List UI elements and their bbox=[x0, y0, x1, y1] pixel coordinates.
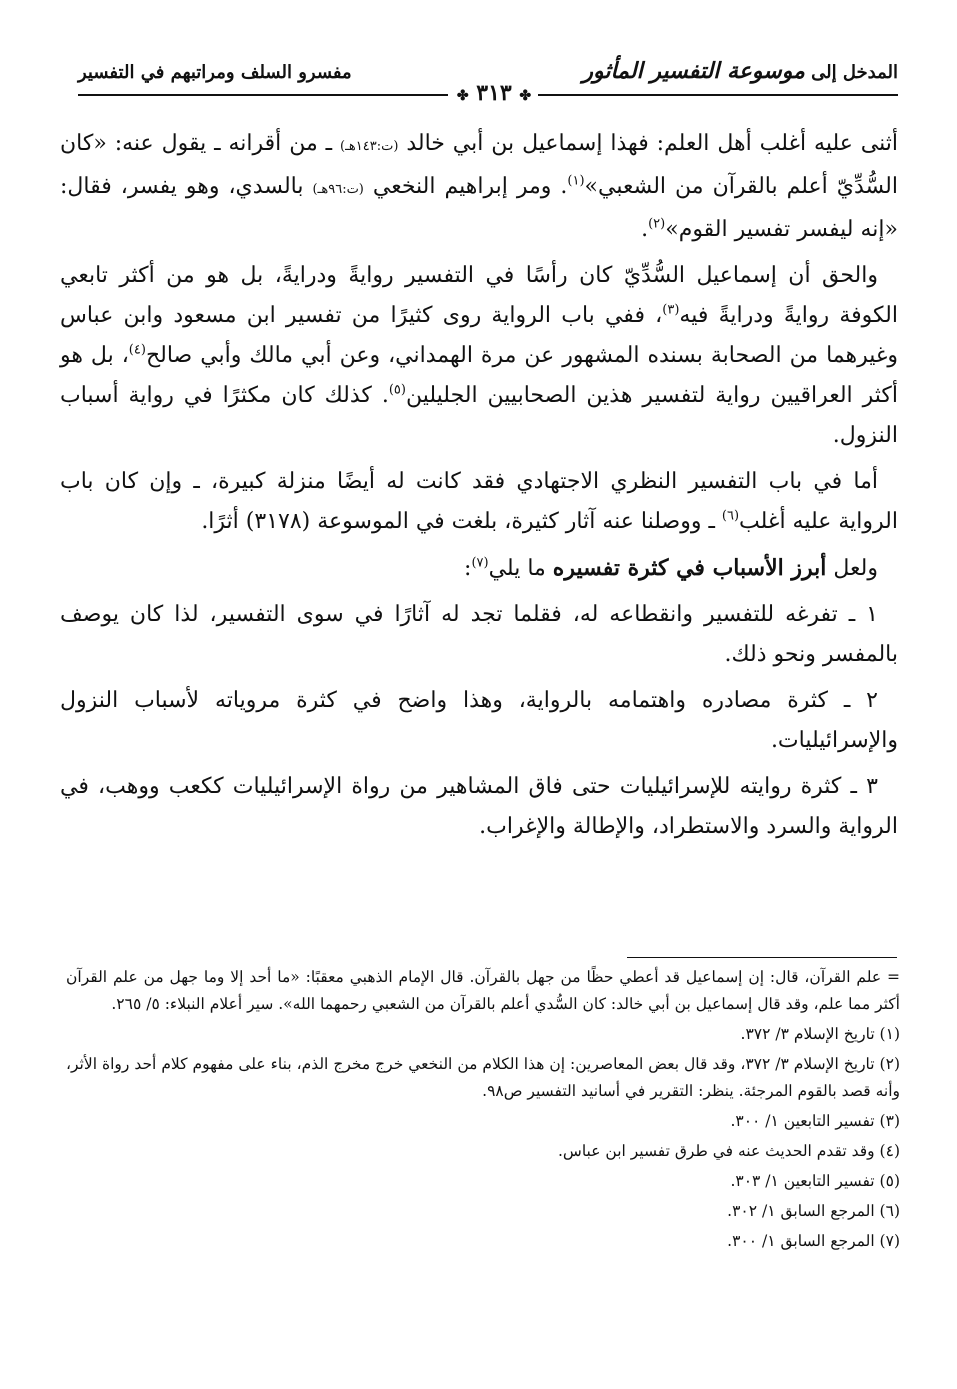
list-item-2: ٢ ـ كثرة مصادره واهتمامه بالرواية، وهذا واضح في كثرة مروياته لأسباب النزول والإسرائيليات. bbox=[60, 688, 898, 753]
text: . كذلك كان مكثرًا في رواية أسباب النزول. bbox=[60, 383, 898, 448]
text: . bbox=[641, 217, 649, 242]
header-rule bbox=[78, 80, 898, 106]
footnote-ref-1: (١) bbox=[567, 173, 585, 189]
text: أما في باب التفسير النظري الاجتهادي فقد كانت له أيضًا منزلة كبيرة، ـ وإن كان باب الرواية عليه أغلب bbox=[60, 469, 898, 534]
text: والحق أن إسماعيل السُّدِّيّ كان رأسًا في التفسير روايةً ودرايةً، بل هو من أكثر تابعي الكوفة روايةً ودرايةً فيه bbox=[60, 263, 898, 328]
footnote-4: (٤) وقد تقدم الحديث عنه في طرق تفسير ابن عباس. bbox=[557, 1142, 900, 1160]
text: ولعل bbox=[826, 556, 878, 581]
footnote-ref-3: (٣) bbox=[662, 302, 680, 318]
paragraph-3 bbox=[60, 462, 898, 542]
running-head-book-title bbox=[582, 58, 898, 84]
text: بالسدي، وهو يفسر، فقال: «إنه ليفسر تفسير القوم» bbox=[60, 174, 898, 242]
death-date: (ت:١٤٣هـ) bbox=[340, 139, 399, 154]
main-text bbox=[60, 124, 898, 853]
page-number bbox=[450, 80, 538, 106]
footnote-5: (٥) تفسير التابعين ١/ ٣٠٣. bbox=[730, 1172, 900, 1190]
list-item-1: ١ ـ تفرغه للتفسير وانقطاعه له، فقلما تجد له آثارًا في سوى التفسير، لذا كان يوصف بالمفسر ونحو ذلك. bbox=[60, 602, 898, 667]
footnote-7: (٧) المرجع السابق ١/ ٣٠٠. bbox=[727, 1232, 900, 1250]
footnote-1: (١) تاريخ الإسلام ٣/ ٣٧٢. bbox=[740, 1025, 900, 1043]
ornament-icon: ✤ bbox=[456, 88, 469, 104]
page-header bbox=[78, 52, 898, 106]
text: ـ من أقرانه ـ يقول عنه: «كان السُّدِّيّ أعلم بالقرآن من الشعبي» bbox=[60, 131, 898, 199]
paragraph-2 bbox=[60, 256, 898, 456]
text: ما يلي bbox=[488, 556, 553, 581]
text: أثنى عليه أغلب أهل العلم: فهذا إسماعيل بن أبي خالد bbox=[398, 131, 898, 156]
bold-phrase: أبرز الأسباب في كثرة تفسيره bbox=[552, 555, 827, 581]
book-prefix: المدخل إلى bbox=[811, 62, 898, 83]
text: . ومر إبراهيم النخعي bbox=[363, 174, 568, 199]
paragraph-4 bbox=[60, 548, 898, 589]
list-item-3: ٣ ـ كثرة روايته للإسرائيليات حتى فاق المشاهير من رواة الإسرائيليات ككعب ووهب، في الرواية والسرد والاستطراد، والإطالة والإغراب. bbox=[60, 774, 898, 839]
text: ، ففي باب الرواية روى كثيرًا من تفسير ابن مسعود وابن عباس وغيرهما من الصحابة بسنده المشهور عن مرة الهمداني، وعن أبي مالك وأبي صالح bbox=[60, 303, 898, 368]
ornament-icon: ✤ bbox=[519, 88, 532, 104]
footnote-continuation: = علم القرآن، قال: إن إسماعيل قد أعطي حظًا من جهل بالقرآن. قال الإمام الذهبي معقبًا: «ما أحد إلا وما جهل من علم القرآن أكثر مما علم، وقد قال إسماعيل بن أبي خالد: كان السُّدي أعلم بالقرآن من الشعبي رحمهما الله». سير أعلام النبلاء: ٥/ ٢٦٥. bbox=[66, 968, 900, 1013]
footnote-2: (٢) تاريخ الإسلام ٣/ ٣٧٢، وقد قال بعض المعاصرين: إن هذا الكلام من النخعي خرج مخرج الذم، بناء على مفهوم كلام أحد رواة الأثر، وأنه قصد بالقوم المرجئة. ينظر: التقرير في أسانيد التفسير ص٩٨. bbox=[66, 1055, 900, 1100]
footnotes bbox=[66, 964, 900, 1258]
footnote-separator bbox=[627, 957, 897, 958]
footnote-ref-6: (٦) bbox=[721, 508, 740, 524]
text: ، بل هو أكثر العراقيين رواية لتفسير هذين الصحابيين الجليلين bbox=[60, 343, 898, 408]
death-date: (ت:٩٦هـ) bbox=[312, 182, 364, 197]
text: ـ ووصلنا عنه آثار كثيرة، بلغت في الموسوعة (٣١٧٨) أثرًا. bbox=[201, 509, 722, 534]
header-rule-left bbox=[78, 94, 448, 96]
book-title: موسوعة التفسير المأثور bbox=[582, 58, 805, 84]
paragraph-1 bbox=[60, 124, 898, 250]
running-head-chapter: مفسرو السلف ومراتبهم في التفسير bbox=[78, 62, 352, 83]
footnote-6: (٦) المرجع السابق ١/ ٣٠٢. bbox=[727, 1202, 900, 1220]
footnote-ref-7: (٧) bbox=[471, 555, 489, 571]
footnote-ref-4: (٤) bbox=[128, 342, 146, 358]
footnote-ref-5: (٥) bbox=[388, 382, 406, 398]
header-rule-right bbox=[538, 94, 898, 96]
page-number-text: ٣١٣ bbox=[476, 80, 512, 106]
footnote-ref-2: (٢) bbox=[648, 216, 666, 232]
text: : bbox=[464, 556, 472, 581]
footnote-3: (٣) تفسير التابعين ١/ ٣٠٠. bbox=[730, 1112, 900, 1130]
